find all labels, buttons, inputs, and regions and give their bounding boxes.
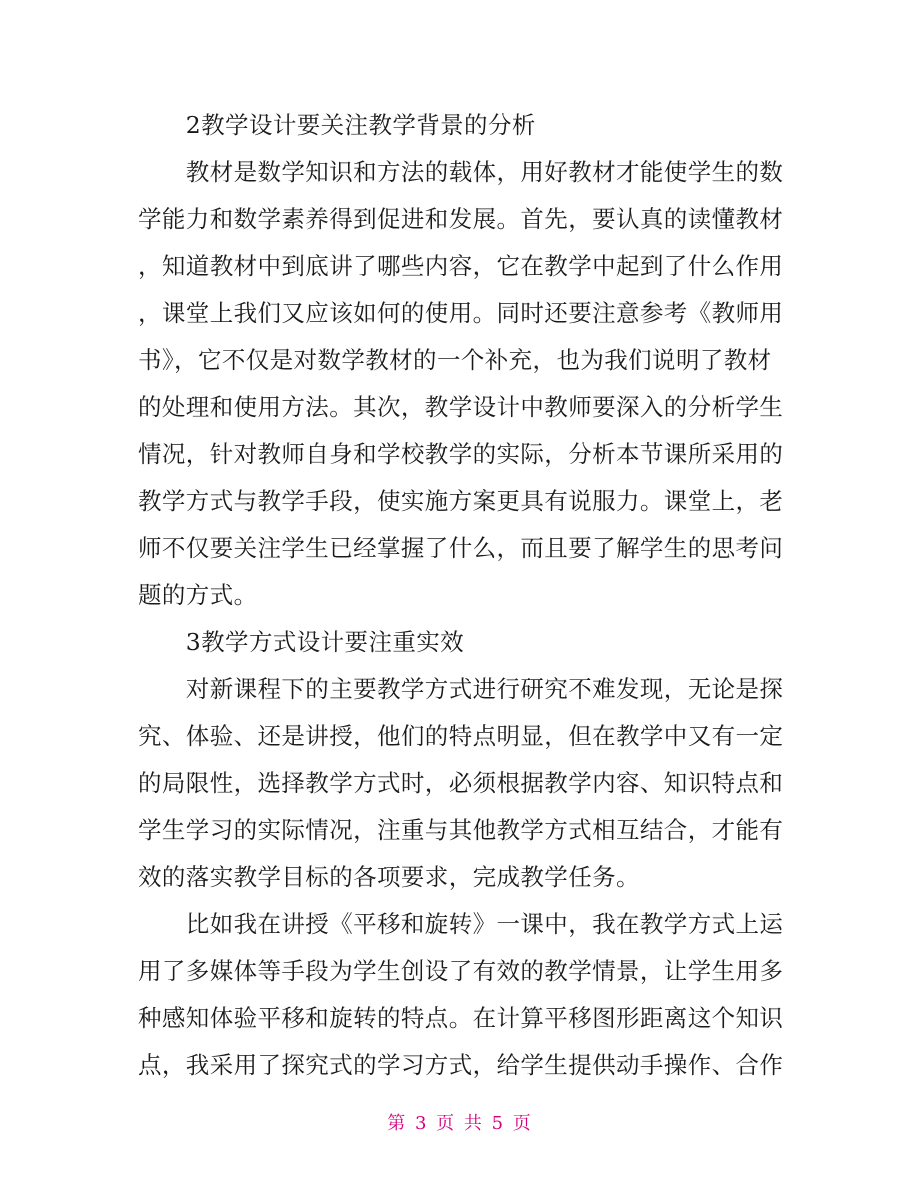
paragraph-line: 究、体验、还是讲授，他们的特点明显，但在教学中又有一定 xyxy=(138,722,784,750)
section-heading-2: 2教学设计要关注教学背景的分析 xyxy=(138,111,536,139)
paragraph-line: ，课堂上我们又应该如何的使用。同时还要注意参考《教师用 xyxy=(138,299,784,327)
paragraph-line: 学生学习的实际情况，注重与其他教学方式相互结合，才能有 xyxy=(138,816,784,844)
paragraph-line: 用了多媒体等手段为学生创设了有效的教学情景，让学生用多 xyxy=(138,957,784,985)
paragraph-line: ，知道教材中到底讲了哪些内容，它在教学中起到了什么作用 xyxy=(138,252,784,280)
paragraph-line: 比如我在讲授《平移和旋转》一课中，我在教学方式上运 xyxy=(138,910,784,938)
section-heading-3: 3教学方式设计要注重实效 xyxy=(138,628,465,656)
page-number-footer: 第 3 页 共 5 页 xyxy=(387,1113,533,1134)
paragraph-line: 的局限性，选择教学方式时，必须根据教学内容、知识特点和 xyxy=(138,769,784,797)
paragraph-line: 对新课程下的主要教学方式进行研究不难发现，无论是探 xyxy=(138,675,784,703)
paragraph-line: 学能力和数学素养得到促进和发展。首先，要认真的读懂教材 xyxy=(138,205,784,233)
paragraph-line: 师不仅要关注学生已经掌握了什么，而且要了解学生的思考问 xyxy=(138,534,784,562)
paragraph-line: 题的方式。 xyxy=(138,581,258,609)
paragraph-line: 点，我采用了探究式的学习方式，给学生提供动手操作、合作 xyxy=(138,1051,784,1079)
paragraph-line: 情况，针对教师自身和学校教学的实际，分析本节课所采用的 xyxy=(138,440,784,468)
paragraph-line: 的处理和使用方法。其次，教学设计中教师要深入的分析学生 xyxy=(138,393,784,421)
paragraph-line: 教学方式与教学手段，使实施方案更具有说服力。课堂上，老 xyxy=(138,487,784,515)
paragraph-line: 书》，它不仅是对数学教材的一个补充，也为我们说明了教材 xyxy=(138,346,772,374)
paragraph-line: 教材是数学知识和方法的载体，用好教材才能使学生的数 xyxy=(138,158,784,186)
paragraph-line: 效的落实教学目标的各项要求，完成教学任务。 xyxy=(138,863,640,891)
paragraph-line: 种感知体验平移和旋转的特点。在计算平移图形距离这个知识 xyxy=(138,1004,784,1032)
